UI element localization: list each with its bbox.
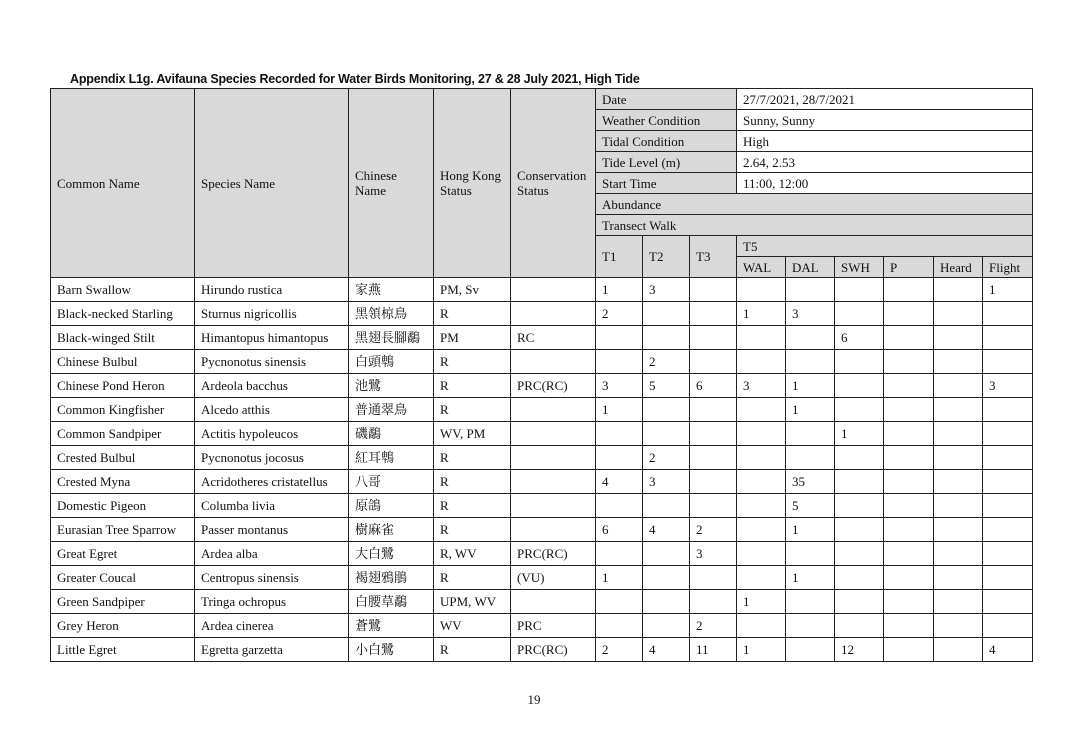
col-t3: T3 — [690, 236, 737, 278]
t3-count-cell — [690, 326, 737, 350]
t3-count-cell: 11 — [690, 638, 737, 662]
species-name-cell: Ardeola bacchus — [195, 374, 349, 398]
chinese-name-cell: 紅耳鵯 — [349, 446, 434, 470]
conservation-status-cell — [511, 278, 596, 302]
flight-count-cell — [983, 326, 1033, 350]
meta-value: High — [737, 131, 1033, 152]
common-name-cell: Black-necked Starling — [51, 302, 195, 326]
wal-count-cell: 1 — [737, 302, 786, 326]
hk-status-cell: PM — [434, 326, 511, 350]
conservation-status-cell — [511, 422, 596, 446]
p-count-cell — [884, 326, 934, 350]
dal-count-cell: 35 — [786, 470, 835, 494]
chinese-name-cell: 磯鷸 — [349, 422, 434, 446]
common-name-cell: Great Egret — [51, 542, 195, 566]
table-row — [51, 494, 1033, 518]
swh-count-cell — [835, 518, 884, 542]
t1-count-cell: 6 — [596, 518, 643, 542]
p-count-cell — [884, 566, 934, 590]
flight-count-cell — [983, 398, 1033, 422]
p-count-cell — [884, 374, 934, 398]
species-name-cell: Columba livia — [195, 494, 349, 518]
chinese-name-cell: 八哥 — [349, 470, 434, 494]
species-name-cell: Hirundo rustica — [195, 278, 349, 302]
p-count-cell — [884, 590, 934, 614]
wal-count-cell — [737, 542, 786, 566]
swh-count-cell — [835, 614, 884, 638]
wal-count-cell — [737, 566, 786, 590]
dal-count-cell — [786, 590, 835, 614]
hk-status-cell: UPM, WV — [434, 590, 511, 614]
conservation-status-cell — [511, 494, 596, 518]
species-name-cell: Centropus sinensis — [195, 566, 349, 590]
t1-count-cell — [596, 422, 643, 446]
table-row — [51, 542, 1033, 566]
t3-count-cell — [690, 302, 737, 326]
t3-count-cell: 2 — [690, 614, 737, 638]
t3-count-cell: 6 — [690, 374, 737, 398]
dal-count-cell — [786, 542, 835, 566]
t1-count-cell: 3 — [596, 374, 643, 398]
flight-count-cell — [983, 446, 1033, 470]
chinese-name-cell: 樹麻雀 — [349, 518, 434, 542]
common-name-cell: Chinese Pond Heron — [51, 374, 195, 398]
heard-count-cell — [934, 374, 983, 398]
t2-count-cell: 3 — [643, 278, 690, 302]
t2-count-cell — [643, 302, 690, 326]
t3-count-cell: 3 — [690, 542, 737, 566]
t1-count-cell — [596, 350, 643, 374]
abundance-label: Abundance — [596, 194, 1033, 215]
table-row — [51, 470, 1033, 494]
flight-count-cell — [983, 542, 1033, 566]
species-name-cell: Himantopus himantopus — [195, 326, 349, 350]
p-count-cell — [884, 614, 934, 638]
wal-count-cell — [737, 422, 786, 446]
flight-count-cell: 3 — [983, 374, 1033, 398]
header-hk-status: Hong Kong Status — [434, 89, 511, 278]
heard-count-cell — [934, 302, 983, 326]
wal-count-cell — [737, 398, 786, 422]
col-t2: T2 — [643, 236, 690, 278]
conservation-status-cell — [511, 518, 596, 542]
col-t1: T1 — [596, 236, 643, 278]
flight-count-cell — [983, 590, 1033, 614]
common-name-cell: Greater Coucal — [51, 566, 195, 590]
table-row — [51, 590, 1033, 614]
wal-count-cell — [737, 470, 786, 494]
heard-count-cell — [934, 542, 983, 566]
dal-count-cell — [786, 446, 835, 470]
t2-count-cell: 2 — [643, 446, 690, 470]
conservation-status-cell — [511, 470, 596, 494]
conservation-status-cell — [511, 446, 596, 470]
wal-count-cell — [737, 350, 786, 374]
species-name-cell: Actitis hypoleucos — [195, 422, 349, 446]
swh-count-cell — [835, 350, 884, 374]
p-count-cell — [884, 446, 934, 470]
t1-count-cell: 2 — [596, 638, 643, 662]
t2-count-cell — [643, 614, 690, 638]
conservation-status-cell: RC — [511, 326, 596, 350]
meta-value: 2.64, 2.53 — [737, 152, 1033, 173]
species-name-cell: Pycnonotus jocosus — [195, 446, 349, 470]
wal-count-cell: 3 — [737, 374, 786, 398]
wal-count-cell — [737, 446, 786, 470]
common-name-cell: Common Sandpiper — [51, 422, 195, 446]
dal-count-cell: 1 — [786, 566, 835, 590]
chinese-name-cell: 蒼鷺 — [349, 614, 434, 638]
hk-status-cell: R — [434, 518, 511, 542]
t2-count-cell — [643, 422, 690, 446]
swh-count-cell: 1 — [835, 422, 884, 446]
heard-count-cell — [934, 590, 983, 614]
hk-status-cell: R, WV — [434, 542, 511, 566]
flight-count-cell — [983, 470, 1033, 494]
common-name-cell: Grey Heron — [51, 614, 195, 638]
meta-label: Tide Level (m) — [596, 152, 737, 173]
common-name-cell: Domestic Pigeon — [51, 494, 195, 518]
wal-count-cell — [737, 278, 786, 302]
t2-count-cell — [643, 398, 690, 422]
conservation-status-cell: PRC(RC) — [511, 374, 596, 398]
table-row — [51, 614, 1033, 638]
meta-value: 11:00, 12:00 — [737, 173, 1033, 194]
meta-label: Date — [596, 89, 737, 110]
common-name-cell: Crested Myna — [51, 470, 195, 494]
heard-count-cell — [934, 494, 983, 518]
wal-count-cell: 1 — [737, 590, 786, 614]
col-dal: DAL — [786, 257, 835, 278]
t1-count-cell — [596, 542, 643, 566]
heard-count-cell — [934, 638, 983, 662]
table-row — [51, 422, 1033, 446]
t2-count-cell: 4 — [643, 638, 690, 662]
table-row — [51, 566, 1033, 590]
chinese-name-cell: 原鴿 — [349, 494, 434, 518]
heard-count-cell — [934, 422, 983, 446]
chinese-name-cell: 白腰草鷸 — [349, 590, 434, 614]
conservation-status-cell — [511, 590, 596, 614]
conservation-status-cell — [511, 350, 596, 374]
conservation-status-cell — [511, 398, 596, 422]
swh-count-cell — [835, 470, 884, 494]
p-count-cell — [884, 542, 934, 566]
swh-count-cell — [835, 302, 884, 326]
swh-count-cell — [835, 278, 884, 302]
meta-value: 27/7/2021, 28/7/2021 — [737, 89, 1033, 110]
dal-count-cell — [786, 350, 835, 374]
p-count-cell — [884, 494, 934, 518]
table-row — [51, 638, 1033, 662]
flight-count-cell — [983, 302, 1033, 326]
t3-count-cell — [690, 566, 737, 590]
chinese-name-cell: 黑領椋鳥 — [349, 302, 434, 326]
appendix-title: Appendix L1g. Avifauna Species Recorded for Water Birds Monitoring, 27 & 28 July 2021, High Tide — [70, 72, 640, 86]
header-species-name: Species Name — [195, 89, 349, 278]
t2-count-cell: 2 — [643, 350, 690, 374]
flight-count-cell — [983, 494, 1033, 518]
hk-status-cell: R — [434, 350, 511, 374]
wal-count-cell: 1 — [737, 638, 786, 662]
common-name-cell: Chinese Bulbul — [51, 350, 195, 374]
p-count-cell — [884, 518, 934, 542]
t1-count-cell: 4 — [596, 470, 643, 494]
hk-status-cell: R — [434, 638, 511, 662]
species-name-cell: Ardea cinerea — [195, 614, 349, 638]
conservation-status-cell: PRC(RC) — [511, 542, 596, 566]
t2-count-cell — [643, 326, 690, 350]
t1-count-cell — [596, 590, 643, 614]
swh-count-cell — [835, 398, 884, 422]
hk-status-cell: R — [434, 566, 511, 590]
meta-label: Start Time — [596, 173, 737, 194]
common-name-cell: Eurasian Tree Sparrow — [51, 518, 195, 542]
heard-count-cell — [934, 326, 983, 350]
common-name-cell: Barn Swallow — [51, 278, 195, 302]
hk-status-cell: PM, Sv — [434, 278, 511, 302]
swh-count-cell: 6 — [835, 326, 884, 350]
page-number: 19 — [527, 692, 541, 707]
col-wal: WAL — [737, 257, 786, 278]
t3-count-cell — [690, 350, 737, 374]
species-name-cell: Sturnus nigricollis — [195, 302, 349, 326]
species-name-cell: Acridotheres cristatellus — [195, 470, 349, 494]
p-count-cell — [884, 422, 934, 446]
header-conservation-status: Conservation Status — [511, 89, 596, 278]
hk-status-cell: WV, PM — [434, 422, 511, 446]
chinese-name-cell: 家燕 — [349, 278, 434, 302]
hk-status-cell: R — [434, 446, 511, 470]
meta-value: Sunny, Sunny — [737, 110, 1033, 131]
t2-count-cell: 4 — [643, 518, 690, 542]
t1-count-cell: 1 — [596, 398, 643, 422]
wal-count-cell — [737, 326, 786, 350]
t2-count-cell — [643, 566, 690, 590]
heard-count-cell — [934, 614, 983, 638]
t2-count-cell — [643, 590, 690, 614]
common-name-cell: Little Egret — [51, 638, 195, 662]
wal-count-cell — [737, 494, 786, 518]
p-count-cell — [884, 302, 934, 326]
flight-count-cell — [983, 566, 1033, 590]
t3-count-cell — [690, 278, 737, 302]
dal-count-cell: 1 — [786, 518, 835, 542]
col-swh: SWH — [835, 257, 884, 278]
table-row — [51, 446, 1033, 470]
flight-count-cell: 4 — [983, 638, 1033, 662]
dal-count-cell — [786, 422, 835, 446]
chinese-name-cell: 白頭鵯 — [349, 350, 434, 374]
heard-count-cell — [934, 470, 983, 494]
table-row — [51, 374, 1033, 398]
t1-count-cell — [596, 614, 643, 638]
swh-count-cell: 12 — [835, 638, 884, 662]
hk-status-cell: WV — [434, 614, 511, 638]
header-chinese-name: Chinese Name — [349, 89, 434, 278]
avifauna-table — [50, 88, 1033, 662]
dal-count-cell: 1 — [786, 374, 835, 398]
chinese-name-cell: 池鷺 — [349, 374, 434, 398]
t1-count-cell — [596, 494, 643, 518]
p-count-cell — [884, 278, 934, 302]
t2-count-cell — [643, 494, 690, 518]
flight-count-cell — [983, 350, 1033, 374]
hk-status-cell: R — [434, 494, 511, 518]
col-flight: Flight — [983, 257, 1033, 278]
header-common-name: Common Name — [51, 89, 195, 278]
t1-count-cell: 1 — [596, 278, 643, 302]
dal-count-cell — [786, 614, 835, 638]
chinese-name-cell: 褐翅鴉鵑 — [349, 566, 434, 590]
t2-count-cell: 3 — [643, 470, 690, 494]
heard-count-cell — [934, 518, 983, 542]
t1-count-cell: 2 — [596, 302, 643, 326]
dal-count-cell: 1 — [786, 398, 835, 422]
conservation-status-cell: PRC(RC) — [511, 638, 596, 662]
dal-count-cell — [786, 326, 835, 350]
t2-count-cell: 5 — [643, 374, 690, 398]
common-name-cell: Black-winged Stilt — [51, 326, 195, 350]
col-p: P — [884, 257, 934, 278]
col-heard: Heard — [934, 257, 983, 278]
table-row — [51, 326, 1033, 350]
t1-count-cell — [596, 326, 643, 350]
t3-count-cell — [690, 470, 737, 494]
table-row — [51, 398, 1033, 422]
flight-count-cell: 1 — [983, 278, 1033, 302]
flight-count-cell — [983, 422, 1033, 446]
dal-count-cell — [786, 278, 835, 302]
swh-count-cell — [835, 374, 884, 398]
meta-label: Tidal Condition — [596, 131, 737, 152]
swh-count-cell — [835, 590, 884, 614]
table-row — [51, 518, 1033, 542]
conservation-status-cell — [511, 302, 596, 326]
chinese-name-cell: 普通翠鳥 — [349, 398, 434, 422]
common-name-cell: Crested Bulbul — [51, 446, 195, 470]
heard-count-cell — [934, 278, 983, 302]
dal-count-cell — [786, 638, 835, 662]
swh-count-cell — [835, 542, 884, 566]
chinese-name-cell: 黑翅長腳鷸 — [349, 326, 434, 350]
swh-count-cell — [835, 446, 884, 470]
flight-count-cell — [983, 518, 1033, 542]
conservation-status-cell: PRC — [511, 614, 596, 638]
species-name-cell: Egretta garzetta — [195, 638, 349, 662]
t3-count-cell — [690, 422, 737, 446]
hk-status-cell: R — [434, 302, 511, 326]
t1-count-cell — [596, 446, 643, 470]
species-name-cell: Passer montanus — [195, 518, 349, 542]
chinese-name-cell: 大白鷺 — [349, 542, 434, 566]
heard-count-cell — [934, 566, 983, 590]
t3-count-cell — [690, 494, 737, 518]
t2-count-cell — [643, 542, 690, 566]
hk-status-cell: R — [434, 470, 511, 494]
p-count-cell — [884, 398, 934, 422]
heard-count-cell — [934, 350, 983, 374]
t3-count-cell: 2 — [690, 518, 737, 542]
p-count-cell — [884, 470, 934, 494]
p-count-cell — [884, 350, 934, 374]
t3-count-cell — [690, 590, 737, 614]
common-name-cell: Common Kingfisher — [51, 398, 195, 422]
swh-count-cell — [835, 566, 884, 590]
heard-count-cell — [934, 446, 983, 470]
hk-status-cell: R — [434, 398, 511, 422]
common-name-cell: Green Sandpiper — [51, 590, 195, 614]
p-count-cell — [884, 638, 934, 662]
table-row — [51, 302, 1033, 326]
species-name-cell: Tringa ochropus — [195, 590, 349, 614]
swh-count-cell — [835, 494, 884, 518]
flight-count-cell — [983, 614, 1033, 638]
chinese-name-cell: 小白鷺 — [349, 638, 434, 662]
t3-count-cell — [690, 398, 737, 422]
t5-label: T5 — [737, 236, 1033, 257]
meta-label: Weather Condition — [596, 110, 737, 131]
species-name-cell: Pycnonotus sinensis — [195, 350, 349, 374]
table-row — [51, 278, 1033, 302]
conservation-status-cell: (VU) — [511, 566, 596, 590]
t1-count-cell: 1 — [596, 566, 643, 590]
wal-count-cell — [737, 614, 786, 638]
table-row — [51, 350, 1033, 374]
species-name-cell: Ardea alba — [195, 542, 349, 566]
heard-count-cell — [934, 398, 983, 422]
dal-count-cell: 5 — [786, 494, 835, 518]
hk-status-cell: R — [434, 374, 511, 398]
wal-count-cell — [737, 518, 786, 542]
transect-walk-label: Transect Walk — [596, 215, 1033, 236]
t3-count-cell — [690, 446, 737, 470]
species-name-cell: Alcedo atthis — [195, 398, 349, 422]
dal-count-cell: 3 — [786, 302, 835, 326]
